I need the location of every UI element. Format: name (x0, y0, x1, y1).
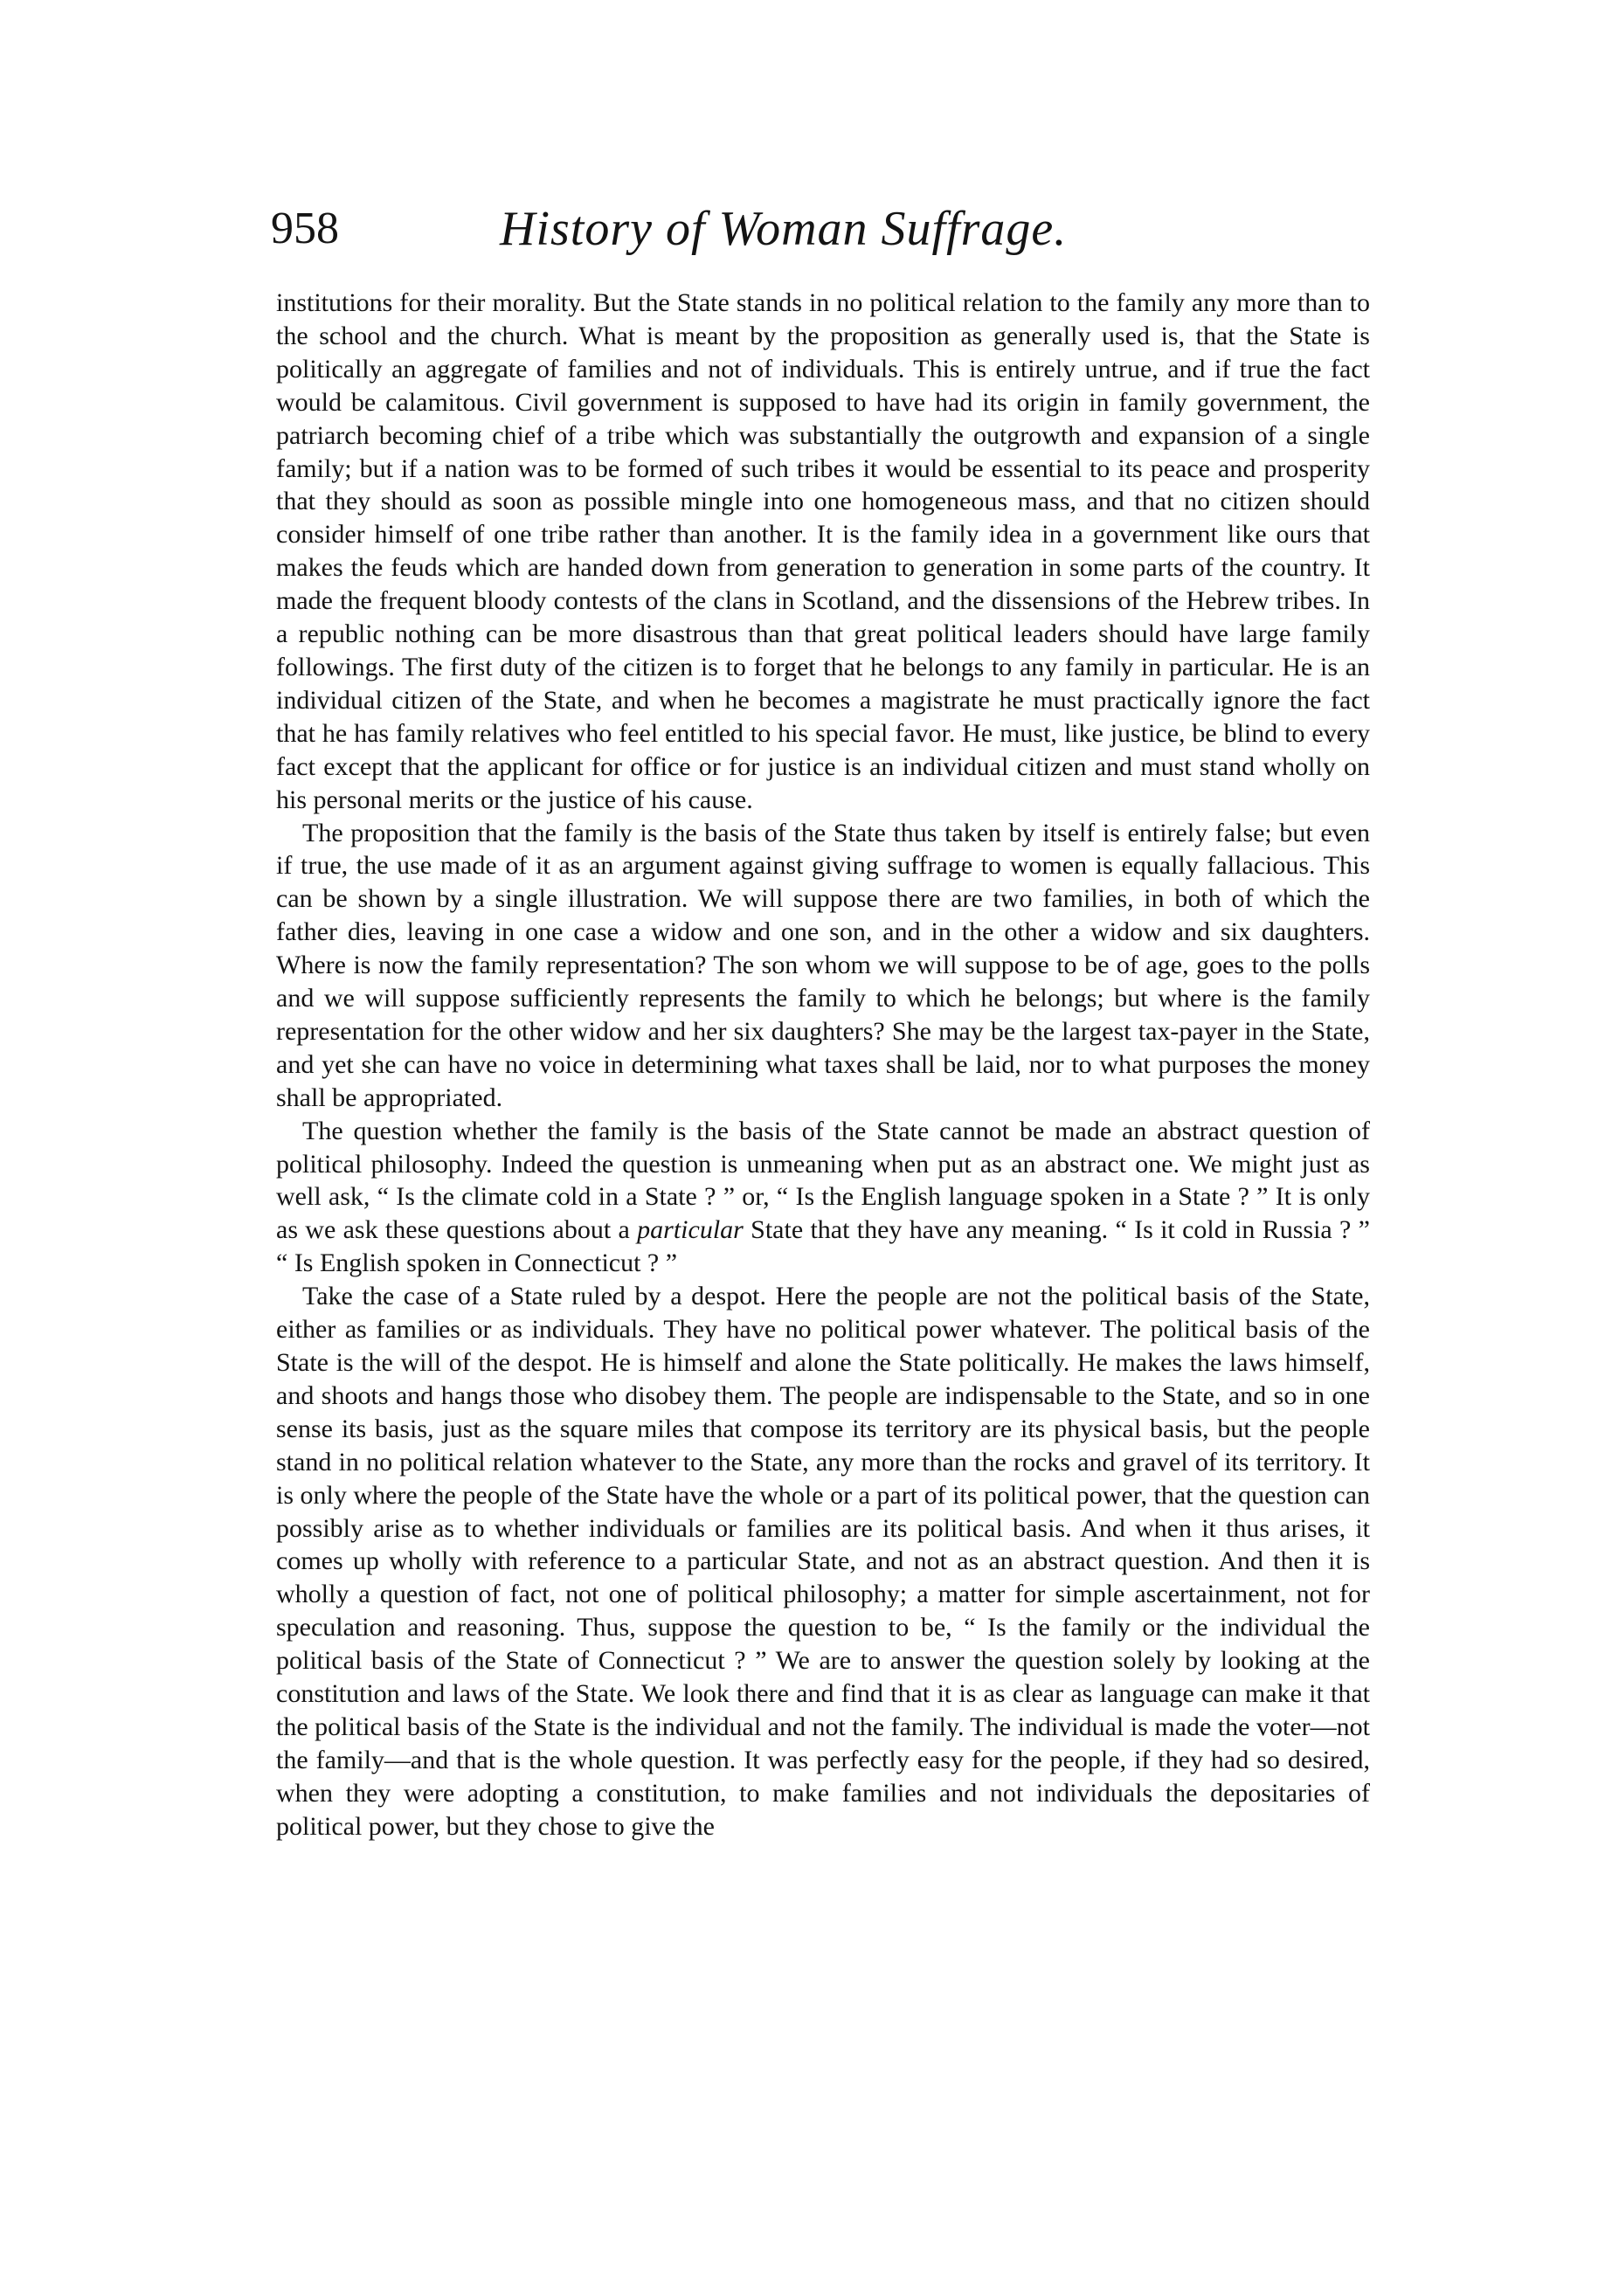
running-title: History of Woman Suffrage. (500, 202, 1068, 256)
paragraph-abstract-question (276, 1115, 1370, 1281)
paragraph-text-before: The question whether the family is the basis of the State cannot be made an abstract question of political philosophy. Indeed the question is unmeaning when put as an abstract one. We might just as well ask, “ Is the climate cold in a State ? ” or, “ Is the English language spoken in a State ? ” It is only as we ask these questions about a (276, 1116, 1370, 1245)
paragraph-text-after: State that they have any meaning. “ Is it cold in Russia ? ” “ Is English spoken in Connecticut ? ” (276, 1215, 1370, 1278)
paragraph-continued: institutions for their morality. But the State stands in no political relation to the family any more than to the school and the church. What is meant by the proposition as generally used is, that the State is politically an aggregate of families and not of individuals. This is entirely untrue, and if true the fact would be calamitous. Civil government is supposed to have had its origin in family government, the patriarch becoming chief of a tribe which was substantially the outgrowth and expansion of a single family; but if a nation was to be formed of such tribes it would be essential to its peace and prosperity that they should as soon as possible mingle into one homogeneous mass, and that no citizen should consider himself of one tribe rather than another. It is the family idea in a government like ours that makes the feuds which are handed down from generation to generation in some parts of the country. It made the frequent bloody contests of the clans in Scotland, and the dissensions of the Hebrew tribes. In a republic nothing can be more disastrous than that great political leaders should have large family followings. The first duty of the citizen is to forget that he belongs to any family in particular. He is an individual citizen of the State, and when he becomes a magistrate he must practically ignore the fact that he has family relatives who feel entitled to his special favor. He must, like justice, be blind to every fact except that the applicant for office or for justice is an individual citizen and must stand wholly on his personal merits or the justice of his cause. (276, 288, 1370, 814)
paragraph-family-proposition: The proposition that the family is the basis of the State thus taken by itself is entirely false; but even if true, the use made of it as an argument against giving suffrage to women is equally fallacious. This can be shown by a single illustration. We will suppose there are two families, in both of which the father dies, leaving in one case a widow and one son, and in the other a widow and six daughters. Where is now the family representation? The son whom we will suppose to be of age, goes to the polls and we will suppose sufficiently represents the family to which he belongs; but where is the family representation for the other widow and her six daughters? She may be the largest tax-payer in the State, and yet she can have no voice in determining what taxes shall be laid, nor to what purposes the money shall be appropriated. (276, 818, 1370, 1112)
page-number: 958 (271, 204, 339, 253)
body-text (276, 287, 1370, 1843)
paragraph-despot: Take the case of a State ruled by a despot. Here the people are not the political basis of the State, either as families or as individuals. They have no political power whatever. The political basis of the State is the will of the despot. He is himself and alone the State politically. He makes the laws himself, and shoots and hangs those who disobey them. The people are indispensable to the State, and so in one sense its basis, just as the square miles that compose its territory are its physical basis, but the people stand in no political relation whatever to the State, any more than the rocks and gravel of its territory. It is only where the people of the State have the whole or a part of its political power, that the question can possibly arise as to whether individuals or families are its political basis. And when it thus arises, it comes up wholly with reference to a particular State, and not as an abstract question. And then it is wholly a question of fact, not one of political philosophy; a matter for simple ascertainment, not for speculation and reasoning. Thus, suppose the question to be, “ Is the family or the individual the political basis of the State of Connecticut ? ” We are to answer the question solely by looking at the constitution and laws of the State. We look there and find that it is as clear as language can make it that the political basis of the State is the individual and not the family. The individual is made the voter—not the family—and that is the whole question. It was perfectly easy for the people, if they had so desired, when they were adopting a constitution, to make families and not individuals the depositaries of political power, but they chose to give the (276, 1282, 1370, 1841)
running-head (271, 194, 1380, 264)
emphasis-particular: particular (637, 1215, 744, 1245)
